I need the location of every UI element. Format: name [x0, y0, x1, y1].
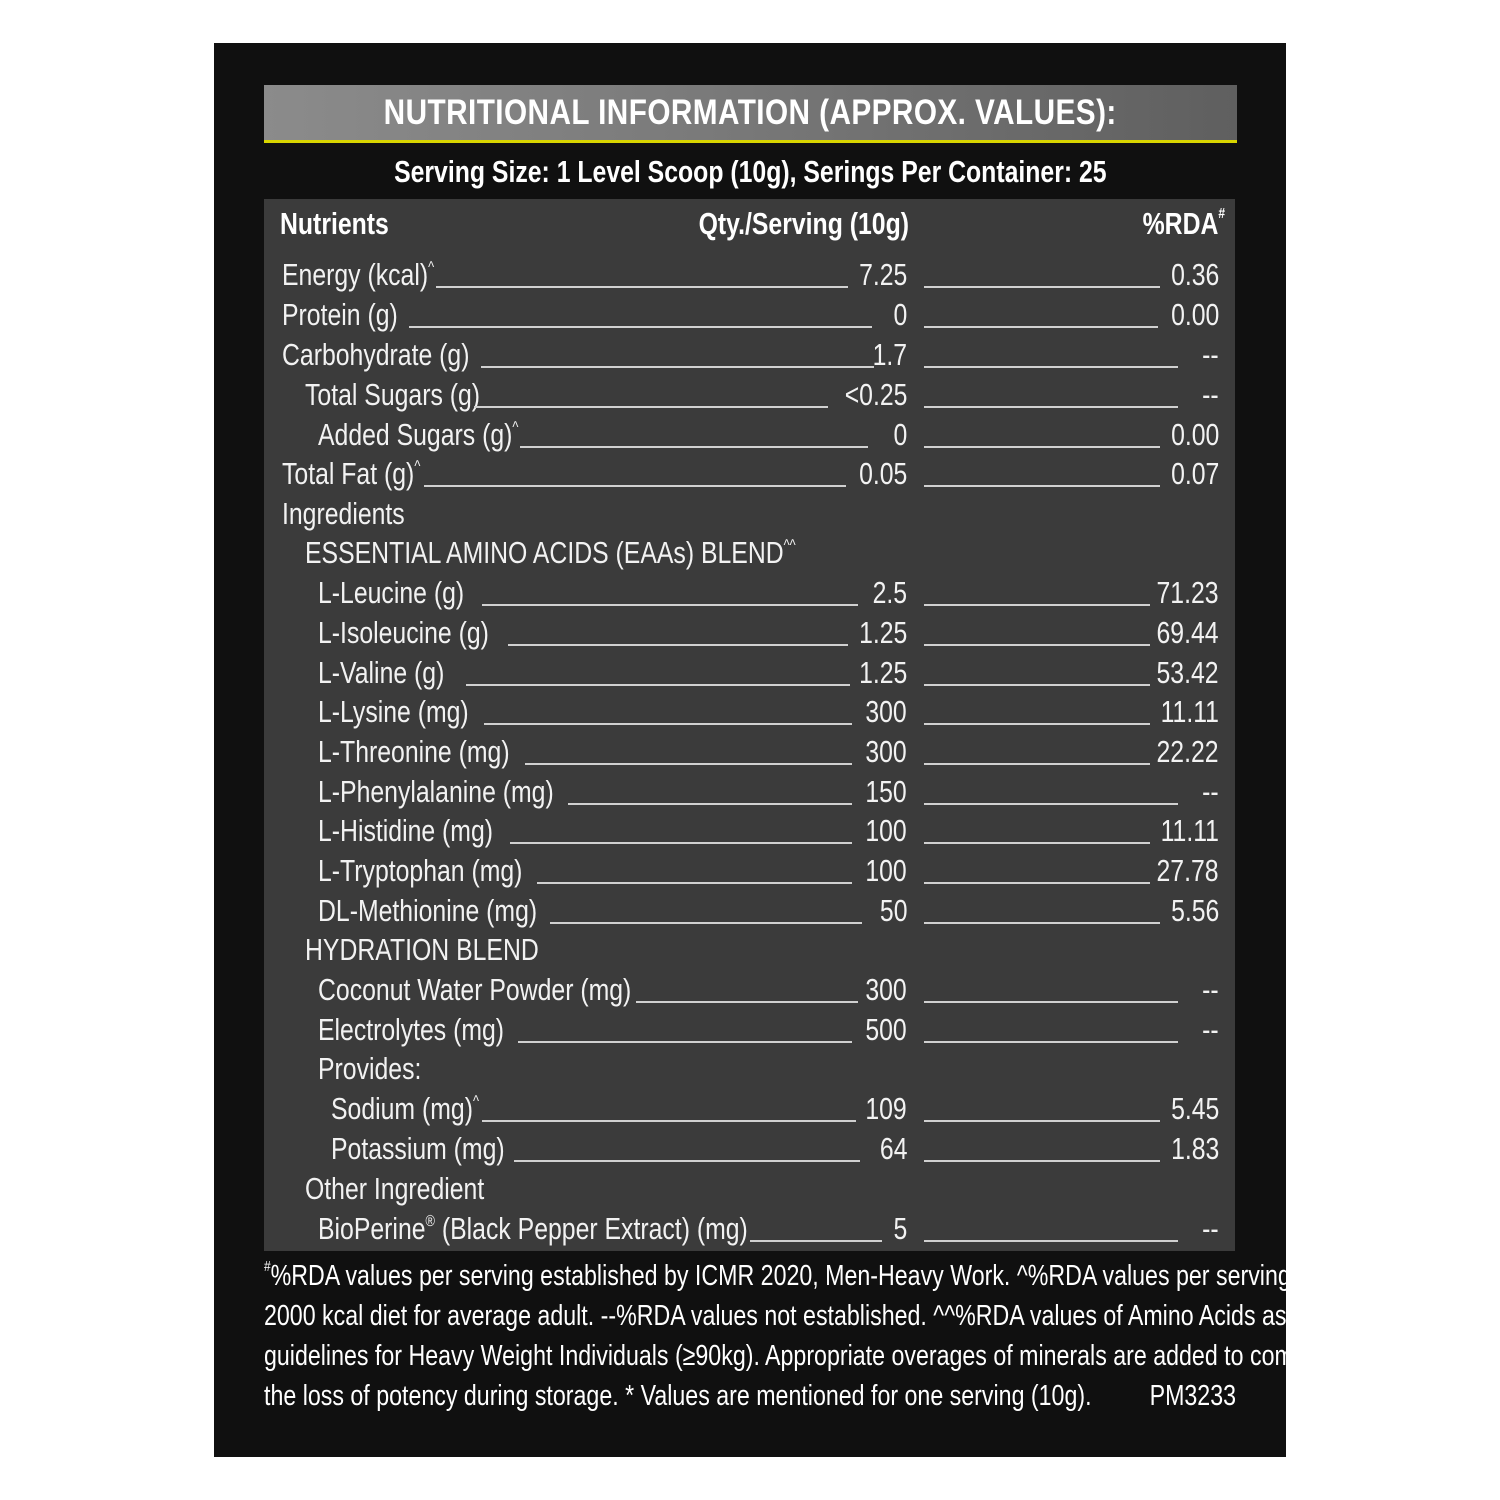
- qty-leader-line: [514, 1160, 860, 1162]
- row-qty: 64: [879, 1131, 907, 1166]
- rda-leader-line: [924, 1001, 1178, 1003]
- table-row: [264, 1209, 1235, 1249]
- row-label: Electrolytes (mg): [318, 1012, 505, 1047]
- table-row: [264, 494, 1235, 534]
- qty-leader-line: [568, 803, 852, 805]
- row-rda: 5.45: [1170, 1091, 1219, 1126]
- rda-leader-line: [924, 1160, 1160, 1162]
- footnote: [264, 1256, 1393, 1416]
- table-row: [264, 1049, 1235, 1089]
- row-label: L-Tryptophan (mg): [318, 853, 523, 888]
- row-label: Protein (g): [282, 297, 398, 332]
- rda-leader-line: [924, 326, 1158, 328]
- row-qty: 1.7: [872, 337, 907, 372]
- rda-leader-line: [924, 286, 1160, 288]
- row-qty: 1.25: [858, 655, 907, 690]
- qty-leader-line: [482, 1120, 856, 1122]
- row-label: L-Valine (g): [318, 655, 445, 690]
- row-rda: --: [1202, 1211, 1219, 1246]
- table-row: [264, 732, 1235, 772]
- row-qty: 0: [893, 417, 907, 452]
- rda-leader-line: [924, 1120, 1160, 1122]
- footnote-line-2: 2000 kcal diet for average adult. --%RDA values not established. ^^%RDA values of Amino Acids as per ICMR: [264, 1300, 1393, 1332]
- table-row: [264, 1089, 1235, 1129]
- row-label: L-Threonine (mg): [318, 734, 510, 769]
- row-qty: 100: [865, 813, 907, 848]
- qty-leader-line: [520, 446, 868, 448]
- table-row: [264, 295, 1235, 335]
- row-qty: 109: [865, 1091, 907, 1126]
- footnote-mark: #: [264, 1258, 271, 1275]
- row-label: BioPerine® (Black Pepper Extract) (mg): [318, 1211, 748, 1246]
- table-row: [264, 772, 1235, 812]
- qty-leader-line: [474, 406, 828, 408]
- serving-text: Serving Size: 1 Level Scoop (10g), Serings Per Container: 25: [394, 154, 1107, 189]
- row-rda: 27.78: [1156, 853, 1219, 888]
- table-row: [264, 930, 1235, 970]
- qty-leader-line: [510, 842, 852, 844]
- row-label: Coconut Water Powder (mg): [318, 972, 632, 1007]
- row-label: Added Sugars (g)^: [318, 417, 519, 452]
- qty-leader-line: [508, 644, 848, 646]
- row-rda: 5.56: [1170, 893, 1219, 928]
- row-rda: --: [1202, 1012, 1219, 1047]
- row-label: Total Sugars (g): [305, 377, 481, 412]
- row-label: DL-Methionine (mg): [318, 893, 538, 928]
- row-label: Sodium (mg)^: [331, 1091, 479, 1126]
- row-label: Carbohydrate (g): [282, 337, 470, 372]
- row-label: Ingredients: [282, 496, 405, 531]
- product-code: PM3233: [1149, 1380, 1236, 1412]
- row-label: Total Fat (g)^: [282, 456, 421, 491]
- rda-leader-line: [924, 763, 1150, 765]
- table-row: [264, 970, 1235, 1010]
- row-label: L-Lysine (mg): [318, 694, 469, 729]
- qty-leader-line: [409, 326, 872, 328]
- row-rda: 0.00: [1170, 297, 1219, 332]
- rda-leader-line: [924, 446, 1160, 448]
- table-row: [264, 335, 1235, 375]
- row-rda: --: [1202, 972, 1219, 1007]
- row-label: Potassium (mg): [331, 1131, 505, 1166]
- table-row: [264, 1010, 1235, 1050]
- row-qty: 500: [865, 1012, 907, 1047]
- row-rda: --: [1202, 774, 1219, 809]
- row-label: L-Histidine (mg): [318, 813, 494, 848]
- header-rda: [1143, 199, 1225, 249]
- page-title: NUTRITIONAL INFORMATION (APPROX. VALUES):: [383, 92, 1118, 132]
- row-rda: 22.22: [1156, 734, 1219, 769]
- qty-leader-line: [550, 922, 862, 924]
- row-qty: 1.25: [858, 615, 907, 650]
- table-row: [264, 375, 1235, 415]
- table-row: [264, 692, 1235, 732]
- row-qty: 2.5: [872, 575, 907, 610]
- rda-leader-line: [924, 604, 1150, 606]
- qty-leader-line: [750, 1240, 882, 1242]
- row-qty: 5: [893, 1211, 907, 1246]
- table-row: [264, 653, 1235, 693]
- table-row: [264, 255, 1235, 295]
- serving-info: [264, 148, 1237, 196]
- row-qty: 300: [865, 734, 907, 769]
- qty-leader-line: [436, 286, 848, 288]
- table-row: [264, 1129, 1235, 1169]
- row-rda: 69.44: [1156, 615, 1219, 650]
- title-bar: [264, 85, 1237, 143]
- row-rda: 71.23: [1156, 575, 1219, 610]
- row-qty: 7.25: [858, 257, 907, 292]
- row-label: ESSENTIAL AMINO ACIDS (EAAs) BLEND^^: [305, 535, 796, 570]
- row-label: L-Leucine (g): [318, 575, 465, 610]
- row-rda: --: [1202, 337, 1219, 372]
- row-label: HYDRATION BLEND: [305, 932, 539, 967]
- footnote-line-4: the loss of potency during storage. * Values are mentioned for one serving (10g).: [264, 1380, 1092, 1412]
- rda-leader-line: [924, 684, 1150, 686]
- qty-leader-line: [424, 485, 846, 487]
- qty-leader-line: [537, 882, 852, 884]
- rda-leader-line: [924, 644, 1150, 646]
- header-rda-mark: #: [1218, 205, 1225, 222]
- table-row: [264, 811, 1235, 851]
- rda-leader-line: [924, 803, 1178, 805]
- row-qty: 0: [893, 297, 907, 332]
- row-qty: 50: [879, 893, 907, 928]
- row-rda: 53.42: [1156, 655, 1219, 690]
- rda-leader-line: [924, 882, 1150, 884]
- header-qty: Qty./Serving (10g): [698, 206, 909, 241]
- qty-leader-line: [484, 723, 852, 725]
- row-rda: 0.00: [1170, 417, 1219, 452]
- qty-leader-line: [466, 684, 850, 686]
- table-row: [264, 454, 1235, 494]
- table-row: [264, 1169, 1235, 1209]
- row-label: L-Isoleucine (g): [318, 615, 489, 650]
- row-label: Energy (kcal)^: [282, 257, 435, 292]
- qty-leader-line: [525, 763, 852, 765]
- row-rda: 11.11: [1160, 813, 1219, 848]
- row-qty: 0.05: [858, 456, 907, 491]
- rda-leader-line: [924, 406, 1178, 408]
- rda-leader-line: [924, 922, 1160, 924]
- footnote-line-3: guidelines for Heavy Weight Individuals (≥90kg). Appropriate overages of minerals are added to compensate: [264, 1340, 1377, 1372]
- nutrition-table: [264, 199, 1235, 1251]
- row-label: Other Ingredient: [305, 1171, 485, 1206]
- row-qty: 300: [865, 972, 907, 1007]
- row-label: Provides:: [318, 1051, 422, 1086]
- row-rda: --: [1202, 377, 1219, 412]
- header-rda-label: %RDA: [1142, 206, 1219, 241]
- table-row: [264, 533, 1235, 573]
- table-row: [264, 573, 1235, 613]
- row-rda: 0.07: [1170, 456, 1219, 491]
- rda-leader-line: [924, 1240, 1178, 1242]
- rda-leader-line: [924, 723, 1150, 725]
- table-row: [264, 851, 1235, 891]
- table-row: [264, 415, 1235, 455]
- table-row: [264, 891, 1235, 931]
- table-row: [264, 613, 1235, 653]
- rda-leader-line: [924, 366, 1178, 368]
- qty-leader-line: [518, 1041, 852, 1043]
- row-qty: 300: [865, 694, 907, 729]
- qty-leader-line: [482, 604, 858, 606]
- qty-leader-line: [636, 1001, 858, 1003]
- footnote-line-1: #%RDA values per serving established by ICMR 2020, Men-Heavy Work. ^%RDA values per serving based on: [264, 1258, 1393, 1292]
- rda-leader-line: [924, 842, 1150, 844]
- rda-leader-line: [924, 1041, 1178, 1043]
- header-nutrients: Nutrients: [280, 206, 389, 241]
- qty-leader-line: [481, 366, 874, 368]
- row-rda: 1.83: [1170, 1131, 1219, 1166]
- row-label: L-Phenylalanine (mg): [318, 774, 554, 809]
- row-rda: 11.11: [1160, 694, 1219, 729]
- row-qty: 100: [865, 853, 907, 888]
- row-rda: 0.36: [1170, 257, 1219, 292]
- rda-leader-line: [924, 485, 1160, 487]
- row-qty: 150: [865, 774, 907, 809]
- row-qty: <0.25: [844, 377, 907, 412]
